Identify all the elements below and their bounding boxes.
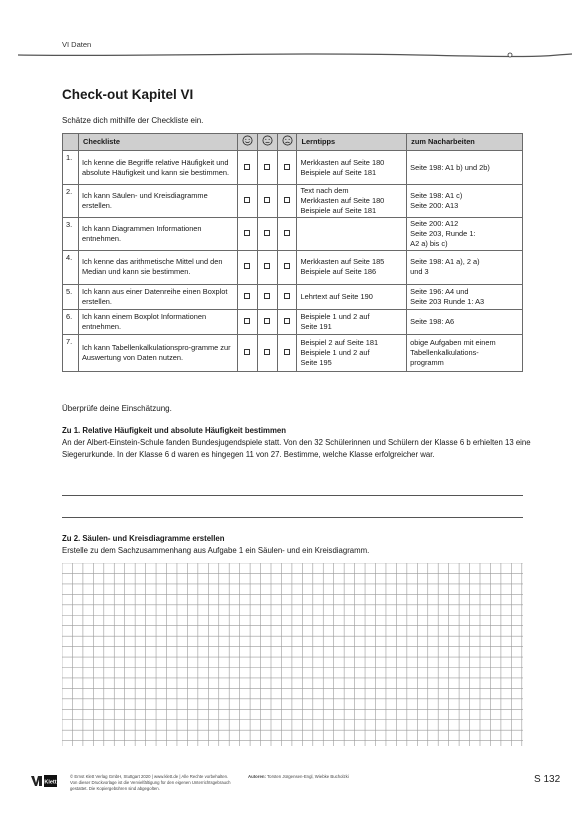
row-number: 2. [63, 185, 79, 218]
rating-cell-happy [237, 250, 257, 284]
rating-checkbox-happy[interactable] [244, 197, 250, 203]
rating-cell-neutral [257, 151, 277, 185]
rating-checkbox-happy[interactable] [244, 230, 250, 236]
rating-cell-sad [277, 218, 297, 251]
verify-text: Überprüfe deine Einschätzung. [62, 404, 172, 413]
header-tips: Lerntipps [297, 134, 407, 151]
rating-cell-sad [277, 334, 297, 371]
revision-line: Seite 198: A6 [410, 316, 455, 326]
tip-line: Beispiel 2 auf Seite 181 [300, 337, 379, 347]
checklist-item-text: Ich kann Säulen- und Kreisdiagramme erstellen. [78, 185, 237, 218]
tip-line: Merkkasten auf Seite 180 [300, 157, 385, 167]
logo-text: Klett [44, 779, 57, 786]
revision-cell [407, 218, 523, 251]
rating-cell-sad [277, 151, 297, 185]
revision-cell [407, 334, 523, 371]
checklist-table [62, 133, 523, 372]
rating-checkbox-neutral[interactable] [264, 349, 270, 355]
klett-logo [30, 773, 58, 789]
tips-cell [297, 284, 407, 309]
rating-cell-sad [277, 309, 297, 334]
revision-line: Tabellenkalkulations- [410, 347, 479, 357]
revision-line: Seite 196: A4 und [410, 286, 469, 296]
rating-cell-neutral [257, 309, 277, 334]
revision-line: Seite 203 Runde 1: A3 [410, 296, 485, 306]
revision-cell [407, 151, 523, 185]
revision-line: programm [410, 357, 444, 367]
rating-checkbox-sad[interactable] [284, 197, 290, 203]
rating-cell-sad [277, 250, 297, 284]
tip-line: Seite 195 [300, 357, 332, 367]
revision-line: Seite 200: A13 [410, 201, 459, 210]
table-row [63, 218, 523, 251]
happy-face-icon [242, 135, 253, 146]
rating-cell-happy [237, 218, 257, 251]
tip-line: Lehrtext auf Seite 190 [300, 291, 373, 301]
header-revision: zum Nacharbeiten [407, 134, 523, 151]
revision-line: Seite 200: A12 [410, 219, 459, 228]
rating-checkbox-neutral[interactable] [264, 263, 270, 269]
tip-line: Beispiele 1 und 2 auf [300, 311, 370, 321]
tip-line: Merkkasten auf Seite 180 [300, 196, 385, 205]
revision-line: und 3 [410, 267, 429, 277]
revision-cell [407, 185, 523, 218]
rating-cell-happy [237, 185, 257, 218]
revision-line: obige Aufgaben mit einem [410, 337, 496, 347]
checklist-item-text: Ich kann aus einer Datenreihe einen Boxplot erstellen. [78, 284, 237, 309]
rating-cell-neutral [257, 334, 277, 371]
table-row [63, 250, 523, 284]
revision-cell [407, 284, 523, 309]
row-number: 1. [63, 151, 79, 185]
drawing-grid[interactable] [62, 563, 523, 746]
section2-text: Erstelle zu dem Sachzusammenhang aus Aufgabe 1 ein Säulen- und ein Kreisdiagramm. [62, 546, 370, 555]
sad-face-icon [282, 135, 293, 146]
rating-checkbox-happy[interactable] [244, 318, 250, 324]
rating-checkbox-happy[interactable] [244, 164, 250, 170]
row-number: 7. [63, 334, 79, 371]
tips-cell [297, 309, 407, 334]
row-number: 5. [63, 284, 79, 309]
tip-line: Beispiele auf Seite 181 [300, 205, 377, 215]
rating-cell-neutral [257, 250, 277, 284]
checklist-item-text: Ich kann einem Boxplot Informationen entnehmen. [78, 309, 237, 334]
rating-checkbox-happy[interactable] [244, 349, 250, 355]
table-row [63, 151, 523, 185]
rating-cell-sad [277, 185, 297, 218]
tips-cell [297, 250, 407, 284]
tip-line: Seite 191 [300, 321, 332, 331]
rating-checkbox-happy[interactable] [244, 263, 250, 269]
revision-line: A2 a) bis c) [410, 238, 448, 248]
header-checklist: Checkliste [78, 134, 237, 151]
row-number: 4. [63, 250, 79, 284]
revision-line: Seite 198: A1 b) und 2b) [410, 162, 490, 172]
rating-cell-neutral [257, 218, 277, 251]
revision-line: Seite 198: A1 a), 2 a) [410, 257, 480, 267]
answer-line-1[interactable] [62, 495, 523, 496]
table-row [63, 309, 523, 334]
table-row [63, 334, 523, 371]
tip-line: Merkkasten auf Seite 185 [300, 257, 385, 267]
rating-checkbox-sad[interactable] [284, 318, 290, 324]
chapter-label: VI Daten [62, 40, 92, 49]
table-header-row [63, 134, 523, 151]
answer-line-2[interactable] [62, 517, 523, 518]
checklist-item-text: Ich kenne die Begriffe relative Häufigkeit und absolute Häufigkeit und kann sie bestimmen. [78, 151, 237, 185]
tip-line: Beispiele auf Seite 181 [300, 167, 377, 177]
rating-cell-happy [237, 151, 257, 185]
header-happy [237, 134, 257, 151]
instruction-text: Schätze dich mithilfe der Checkliste ein. [62, 116, 204, 125]
revision-cell [407, 250, 523, 284]
tips-cell [297, 151, 407, 185]
table-row [63, 185, 523, 218]
checklist-item-text: Ich kann Tabellenkalkulationspro-gramme zur Auswertung von Daten nutzen. [78, 334, 237, 371]
authors-text [248, 774, 349, 779]
section2-title: Zu 2. Säulen- und Kreisdiagramme erstellen [62, 534, 225, 543]
rating-checkbox-sad[interactable] [284, 164, 290, 170]
section1-text: An der Albert-Einstein-Schule fanden Bundesjugendspiele statt. Von den 32 Schülerinnen und Schülern der Klasse 6 b erhielten 13 eine Siegerurkunde. In der Klasse 6 d waren es hingegen 11 von 27. Bestimme, welche Klasse erfolgreicher war. [62, 438, 531, 459]
rating-cell-neutral [257, 185, 277, 218]
tips-cell [297, 218, 407, 251]
table-row [63, 284, 523, 309]
rating-cell-sad [277, 284, 297, 309]
copyright-text: © Ernst Klett Verlag GmbH, Stuttgart 2020 | www.klett.de | Alle Rechte vorbehalten. Von dieser Druckvorlage ist die Vervielfältigung für den eigenen Unterrichtsgebrauch gestattet. Die Kopiergebühren sind abgegolten. [70, 774, 231, 791]
tips-cell [297, 334, 407, 371]
authors-names: Torsten Jürgensen-Engl, Wiebke Bucholzki [267, 774, 349, 779]
revision-line: Seite 198: A1 c) [410, 191, 463, 201]
page-title: Check-out Kapitel VI [62, 87, 194, 102]
revision-cell [407, 309, 523, 334]
tip-line: Text nach dem [300, 186, 349, 196]
header-neutral [257, 134, 277, 151]
rating-checkbox-sad[interactable] [284, 349, 290, 355]
rating-cell-neutral [257, 284, 277, 309]
rating-checkbox-happy[interactable] [244, 293, 250, 299]
tips-cell [297, 185, 407, 218]
rating-checkbox-neutral[interactable] [264, 293, 270, 299]
rating-checkbox-sad[interactable] [284, 293, 290, 299]
page-number: S 132 [534, 774, 561, 785]
rating-cell-happy [237, 309, 257, 334]
header-sad [277, 134, 297, 151]
rating-checkbox-neutral[interactable] [264, 164, 270, 170]
rating-cell-happy [237, 284, 257, 309]
neutral-face-icon [262, 135, 273, 146]
rating-checkbox-neutral[interactable] [264, 230, 270, 236]
rating-checkbox-sad[interactable] [284, 230, 290, 236]
header-divider [18, 48, 572, 62]
row-number: 6. [63, 309, 79, 334]
rating-checkbox-neutral[interactable] [264, 197, 270, 203]
rating-checkbox-sad[interactable] [284, 263, 290, 269]
tip-line: Beispiele 1 und 2 auf [300, 347, 370, 357]
checklist-item-text: Ich kann Diagrammen Informationen entnehmen. [78, 218, 237, 251]
checklist-item-text: Ich kenne das arithmetische Mittel und den Median und kann sie bestimmen. [78, 250, 237, 284]
section1-title: Zu 1. Relative Häufigkeit und absolute Häufigkeit bestimmen [62, 426, 286, 435]
row-number: 3. [63, 218, 79, 251]
rating-checkbox-neutral[interactable] [264, 318, 270, 324]
revision-line: Seite 203, Runde 1: [410, 228, 476, 238]
tip-line: Beispiele auf Seite 186 [300, 267, 377, 277]
rating-cell-happy [237, 334, 257, 371]
authors-label: Autoren: [248, 774, 266, 779]
header-num [63, 134, 79, 151]
